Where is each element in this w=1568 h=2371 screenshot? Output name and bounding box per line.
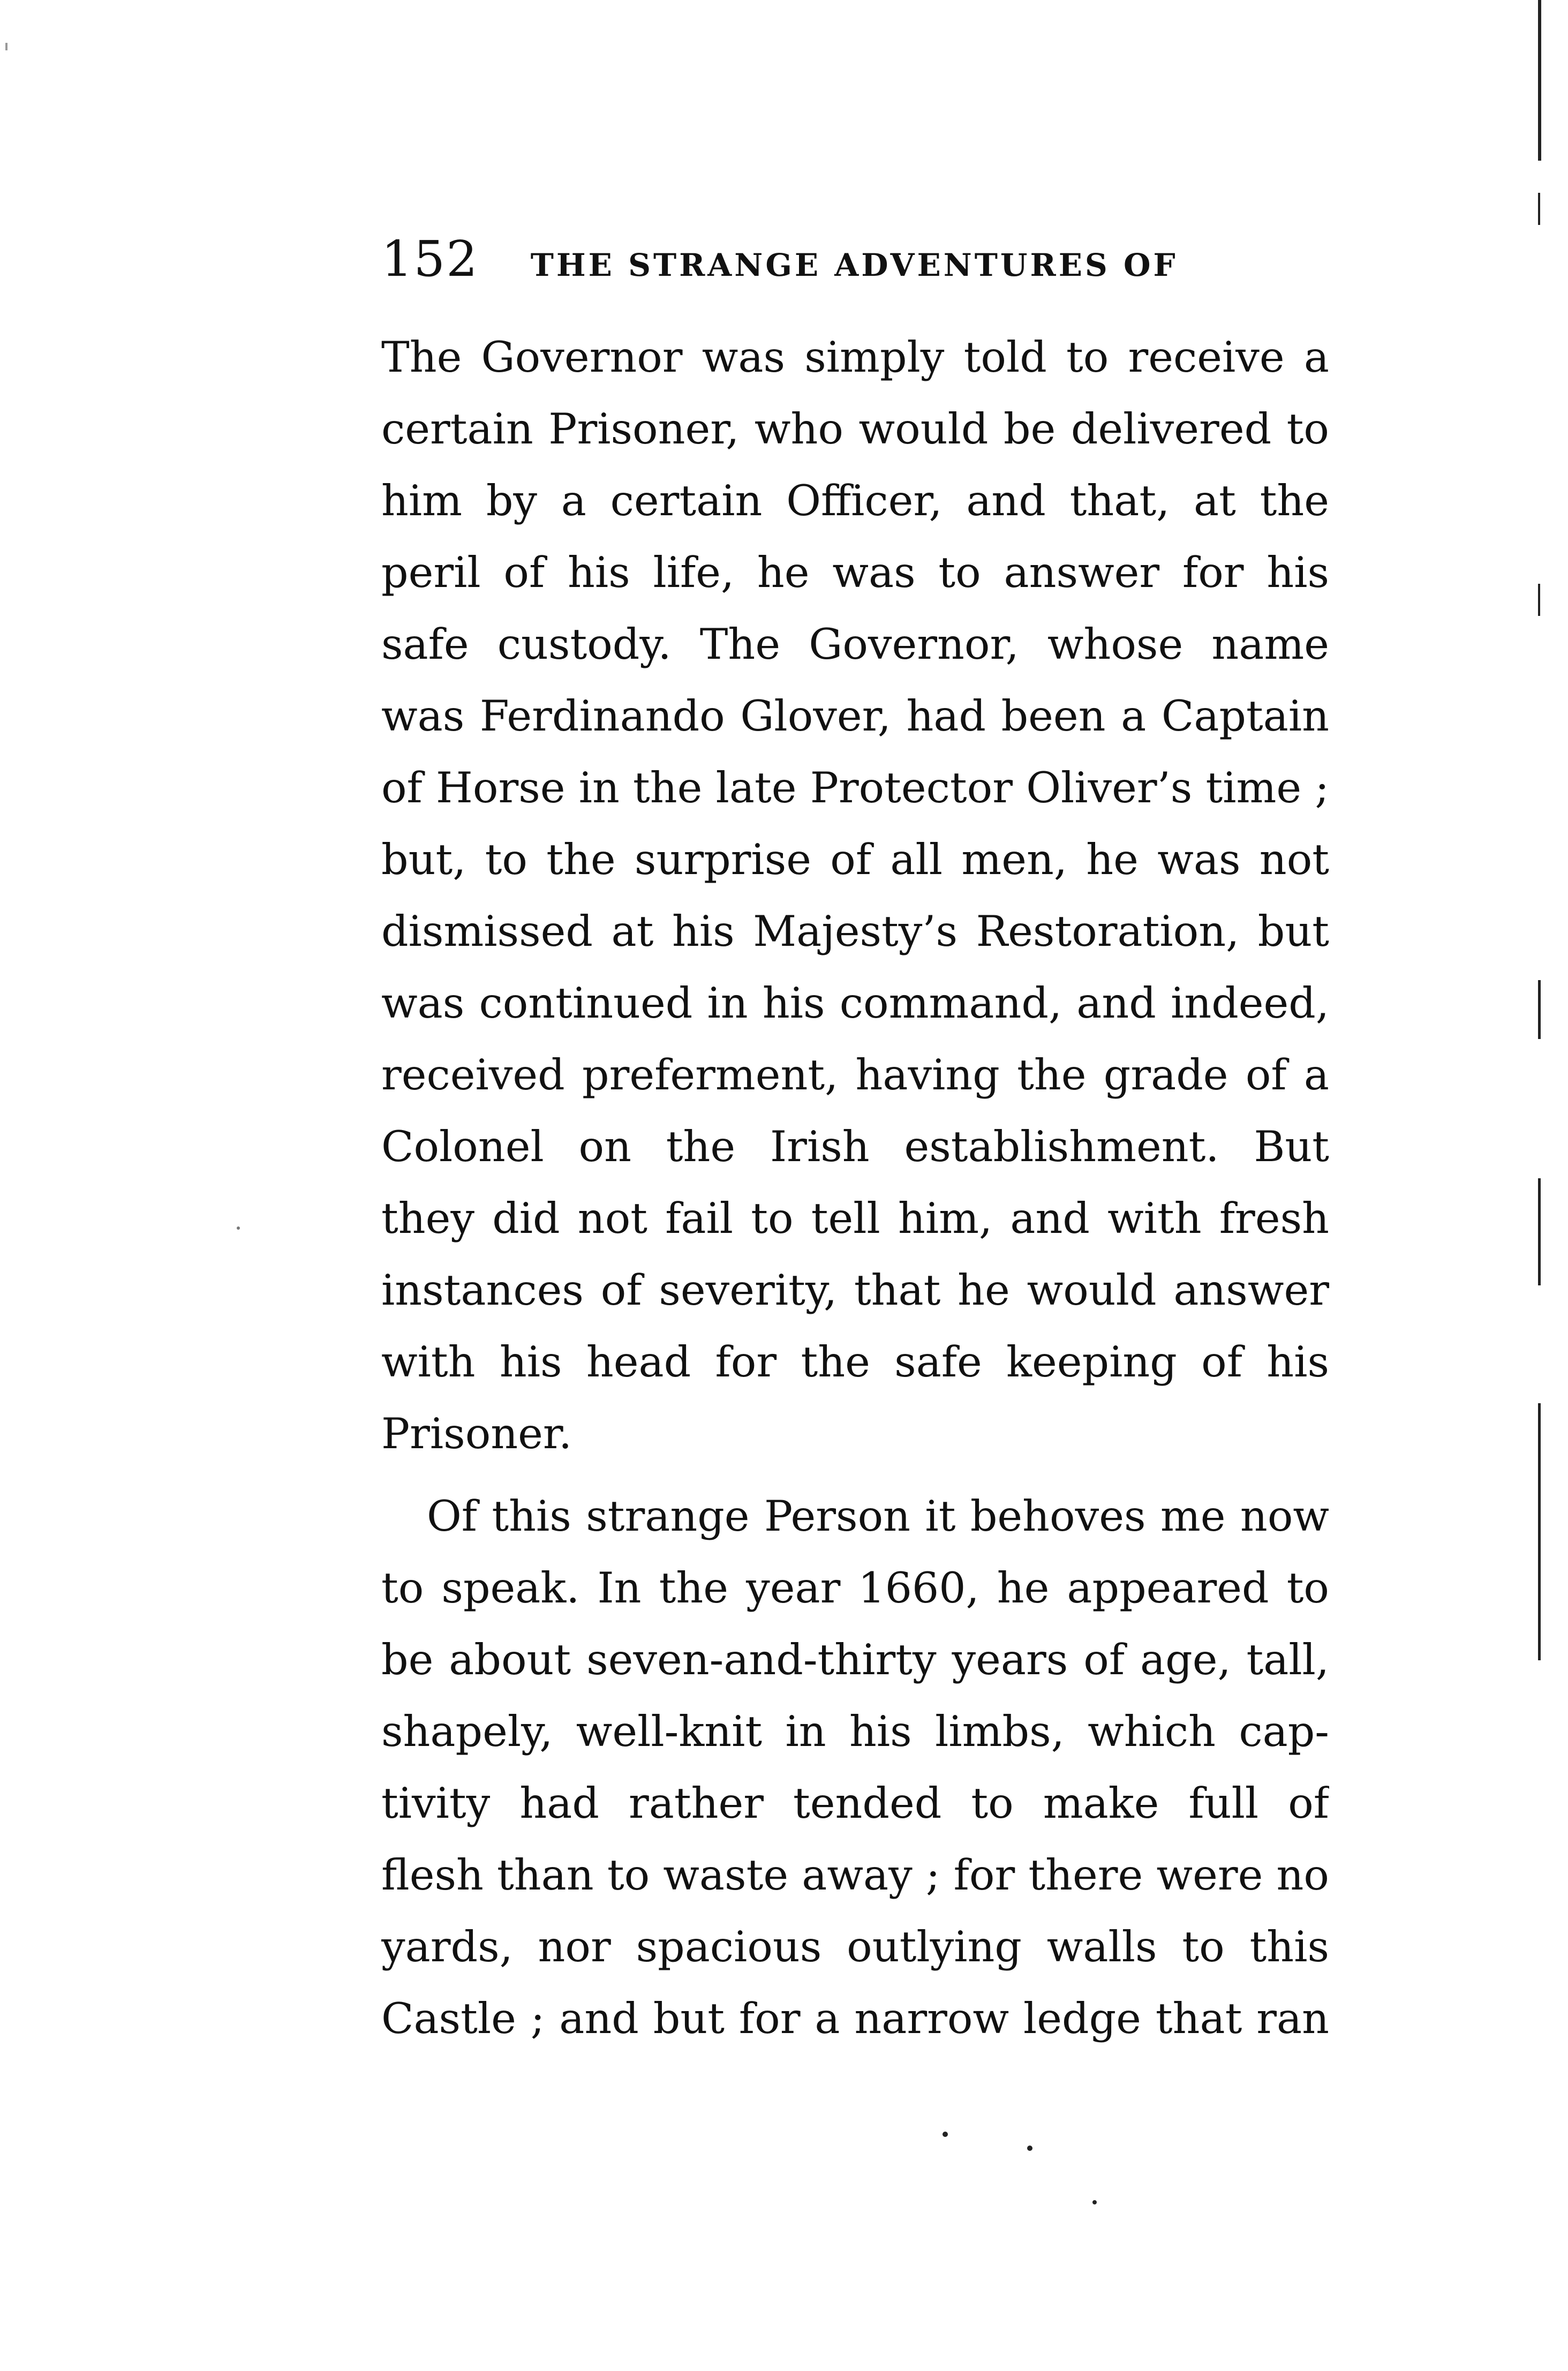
text-line: was Ferdinando Glover, had been a Captain [381, 691, 1329, 741]
text-line: of Horse in the late Protector Oliver’s time ; [381, 763, 1329, 812]
scan-speck [5, 43, 7, 50]
scan-edge-mark [1538, 193, 1540, 225]
scan-edge-mark [1538, 584, 1540, 616]
text-line: certain Prisoner, who would be delivered to [381, 404, 1329, 454]
text-line: Prisoner. [381, 1409, 572, 1458]
paragraph-1 [381, 321, 1329, 1470]
scan-edge-mark [1538, 1403, 1541, 1660]
text-line: him by a certain Officer, and that, at the [381, 476, 1329, 525]
text-line: dismissed at his Majesty’s Restoration, but [381, 907, 1329, 956]
text-line: to speak. In the year 1660, he appeared to [381, 1563, 1329, 1613]
running-title: THE STRANGE ADVENTURES OF [530, 247, 1178, 283]
paragraph-gap [381, 1470, 1329, 1480]
scan-speck [1027, 2146, 1032, 2151]
text-line: Castle ; and but for a narrow ledge that ran [381, 1994, 1329, 2043]
text-line: safe custody. The Governor, whose name [381, 620, 1329, 669]
text-line: Colonel on the Irish establishment. But [381, 1122, 1329, 1171]
body-text [381, 321, 1329, 2054]
text-line: Of this strange Person it behoves me now [427, 1492, 1329, 1541]
text-line: yards, nor spacious outlying walls to this [381, 1922, 1329, 1971]
scan-edge-mark [1538, 980, 1541, 1039]
text-line: shapely, well-knit in his limbs, which cap- [381, 1707, 1329, 1756]
text-line: tivity had rather tended to make full of [381, 1779, 1329, 1828]
scan-edge-mark [1538, 0, 1541, 161]
scan-speck [237, 1226, 240, 1230]
text-line: was continued in his command, and indeed, [381, 978, 1329, 1028]
scan-speck [943, 2132, 948, 2137]
text-line: received preferment, having the grade of a [381, 1050, 1329, 1100]
scan-speck [1092, 2200, 1097, 2204]
text-line: flesh than to waste away ; for there were no [381, 1850, 1329, 1900]
text-line: The Governor was simply told to receive a [381, 333, 1329, 382]
text-line: with his head for the safe keeping of his [381, 1337, 1329, 1387]
text-line: they did not fail to tell him, and with fresh [381, 1194, 1329, 1243]
text-line: instances of severity, that he would answer [381, 1266, 1329, 1315]
text-line: but, to the surprise of all men, he was not [381, 835, 1329, 884]
page-number: 152 [381, 230, 479, 288]
scan-edge-mark [1538, 1178, 1541, 1285]
text-line: be about seven-and-thirty years of age, tall, [381, 1635, 1329, 1684]
running-head [381, 230, 1335, 289]
text-line: peril of his life, he was to answer for his [381, 548, 1329, 597]
paragraph-2 [381, 1480, 1329, 2054]
